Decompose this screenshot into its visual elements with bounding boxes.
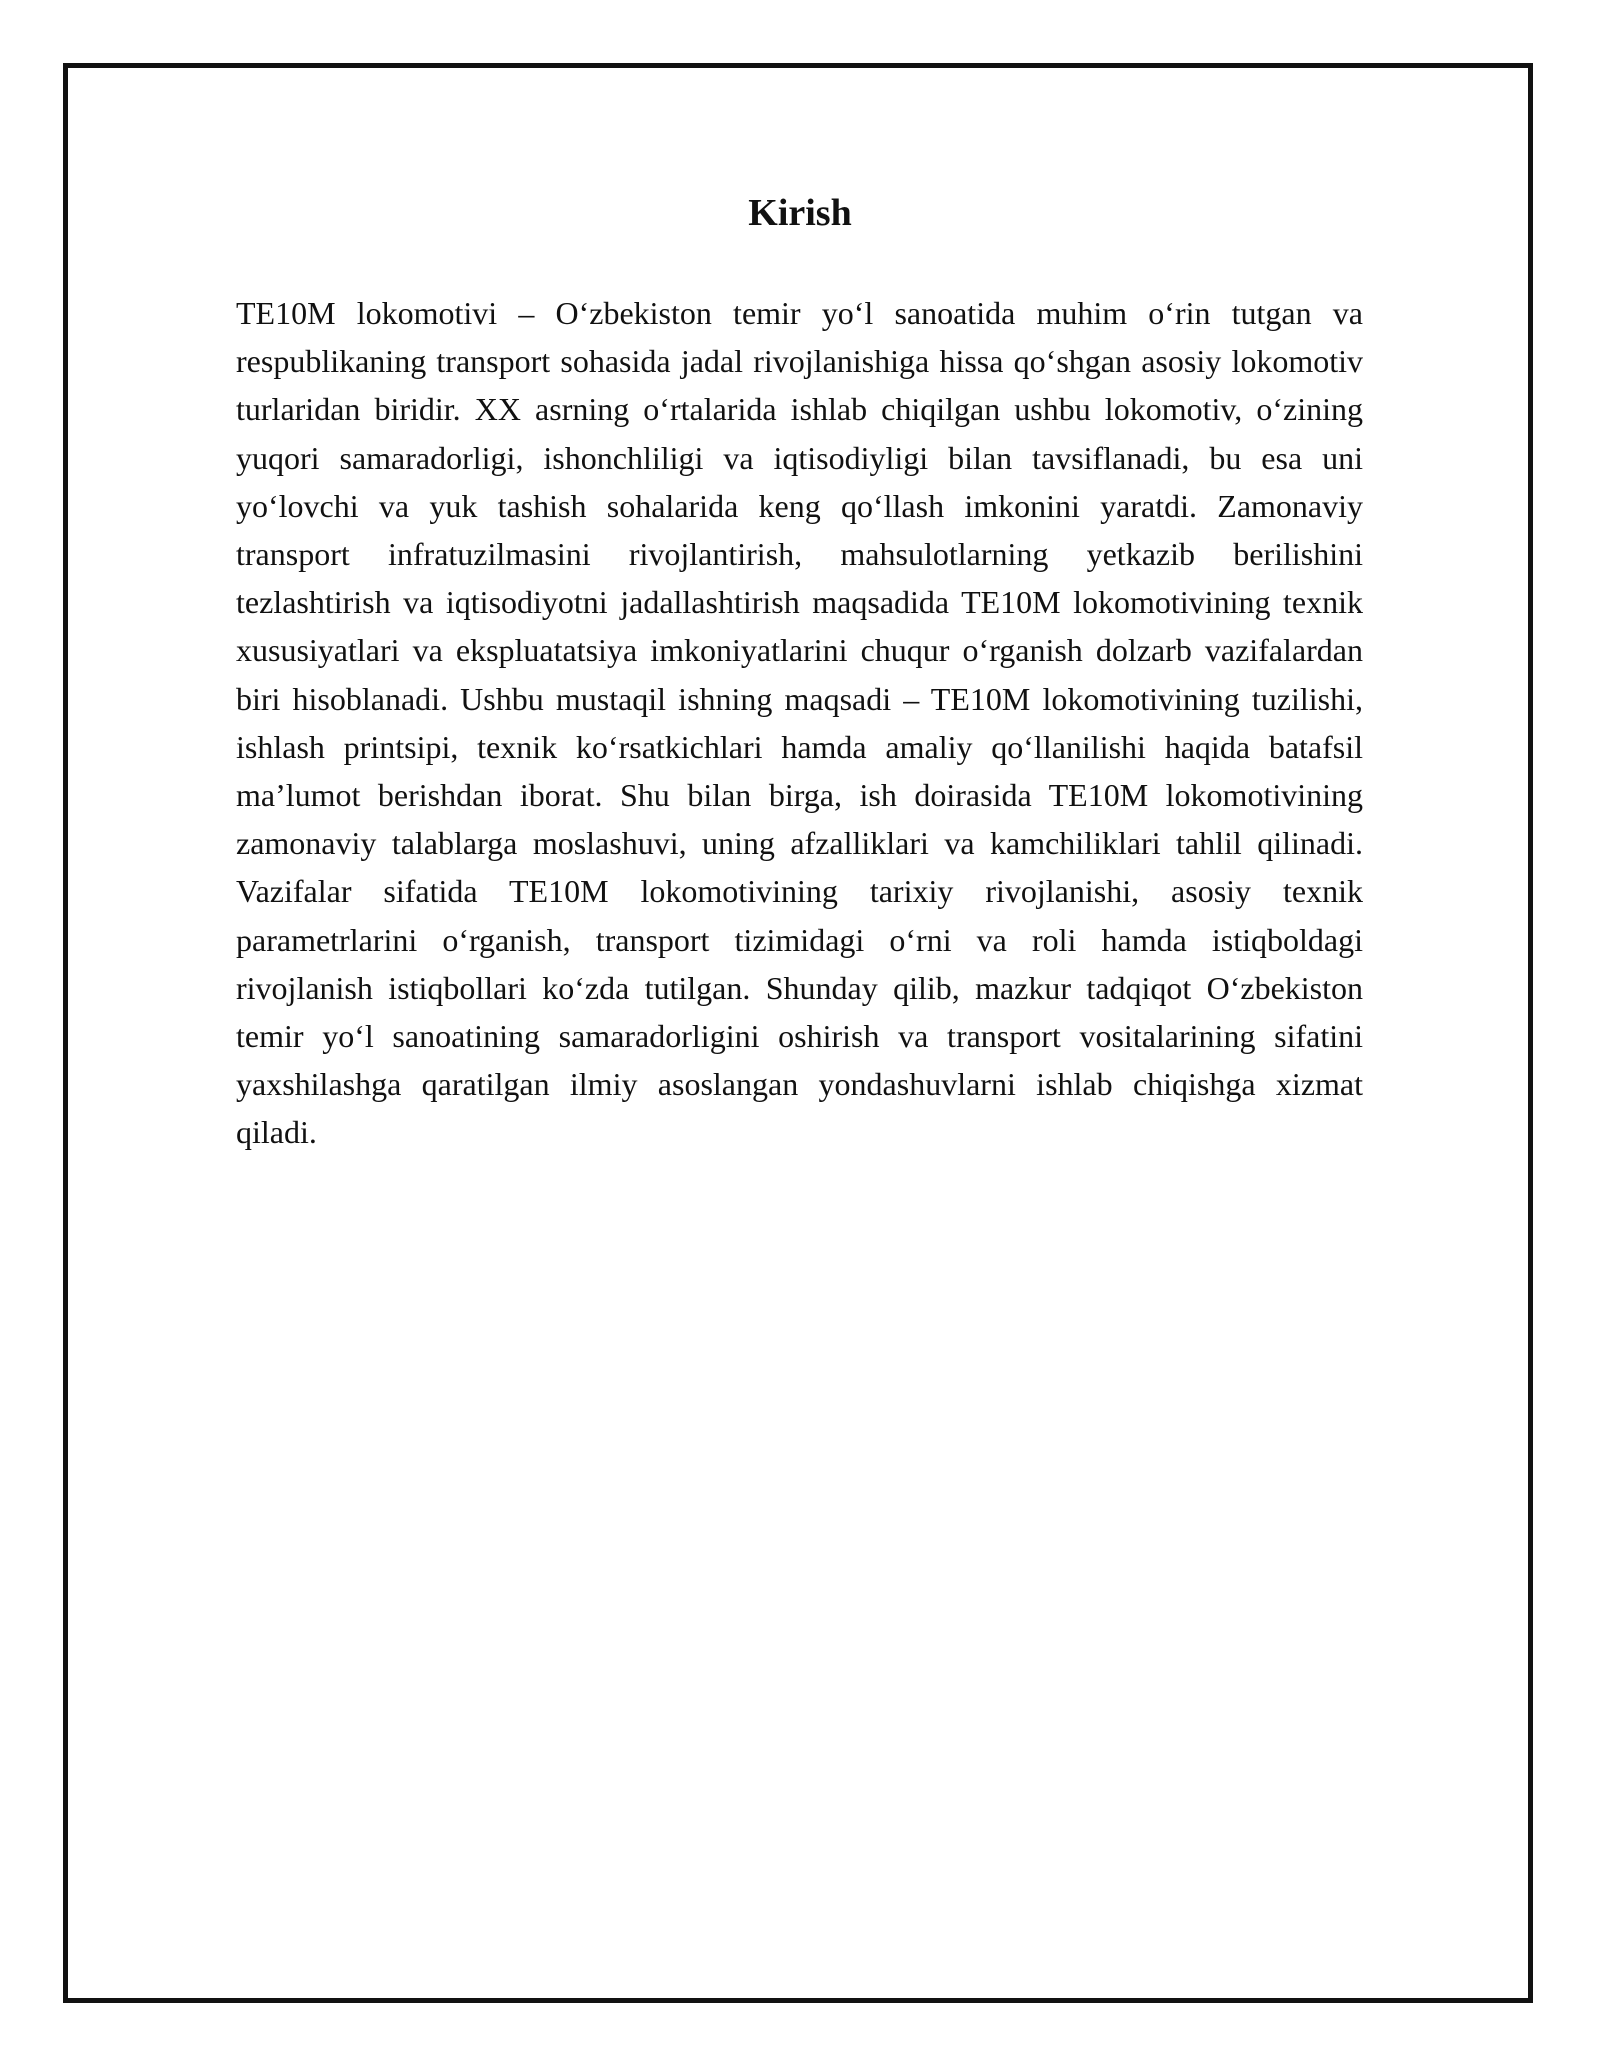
page-title: Kirish [748,192,852,234]
intro-paragraph: TE10M lokomotivi – O‘zbekiston temir yo‘l sanoatida muhim o‘rin tutgan va respublikaning transport sohasida jadal rivojlanishiga hissa qo‘shgan asosiy lokomotiv turlaridan biridir. XX asrning o‘rtalarida ishlab chiqilgan ushbu lokomotiv, o‘zining yuqori samaradorligi, ishonchliligi va iqtisodiyligi bilan tavsiflanadi, bu esa uni yo‘lovchi va yuk tashish sohalarida keng qo‘llash imkonini yaratdi. Zamonaviy transport infratuzilmasini rivojlantirish, mahsulotlarning yetkazib berilishini tezlashtirish va iqtisodiyotni jadallashtirish maqsadida TE10M lokomotivining texnik xususiyatlari va ekspluatatsiya imkoniyatlarini chuqur o‘rganish dolzarb vazifalardan biri hisoblanadi. Ushbu mustaqil ishning maqsadi – TE10M lokomotivining tuzilishi, ishlash printsipi, texnik ko‘rsatkichlari hamda amaliy qo‘llanilishi haqida batafsil ma’lumot berishdan iborat. Shu bilan birga, ish doirasida TE10M lokomotivining zamonaviy talablarga moslashuvi, uning afzalliklari va kamchiliklari tahlil qilinadi. Vazifalar sifatida TE10M lokomotivining tarixiy rivojlanishi, asosiy texnik parametrlarini o‘rganish, transport tizimidagi o‘rni va roli hamda istiqboldagi rivojlanish istiqbollari ko‘zda tutilgan. Shunday qilib, mazkur tadqiqot O‘zbekiston temir yo‘l sanoatining samaradorligini oshirish va transport vositalarining sifatini yaxshilashga qaratilgan ilmiy asoslangan yondashuvlarni ishlab chiqishga xizmat qiladi. [236,295,1363,1151]
